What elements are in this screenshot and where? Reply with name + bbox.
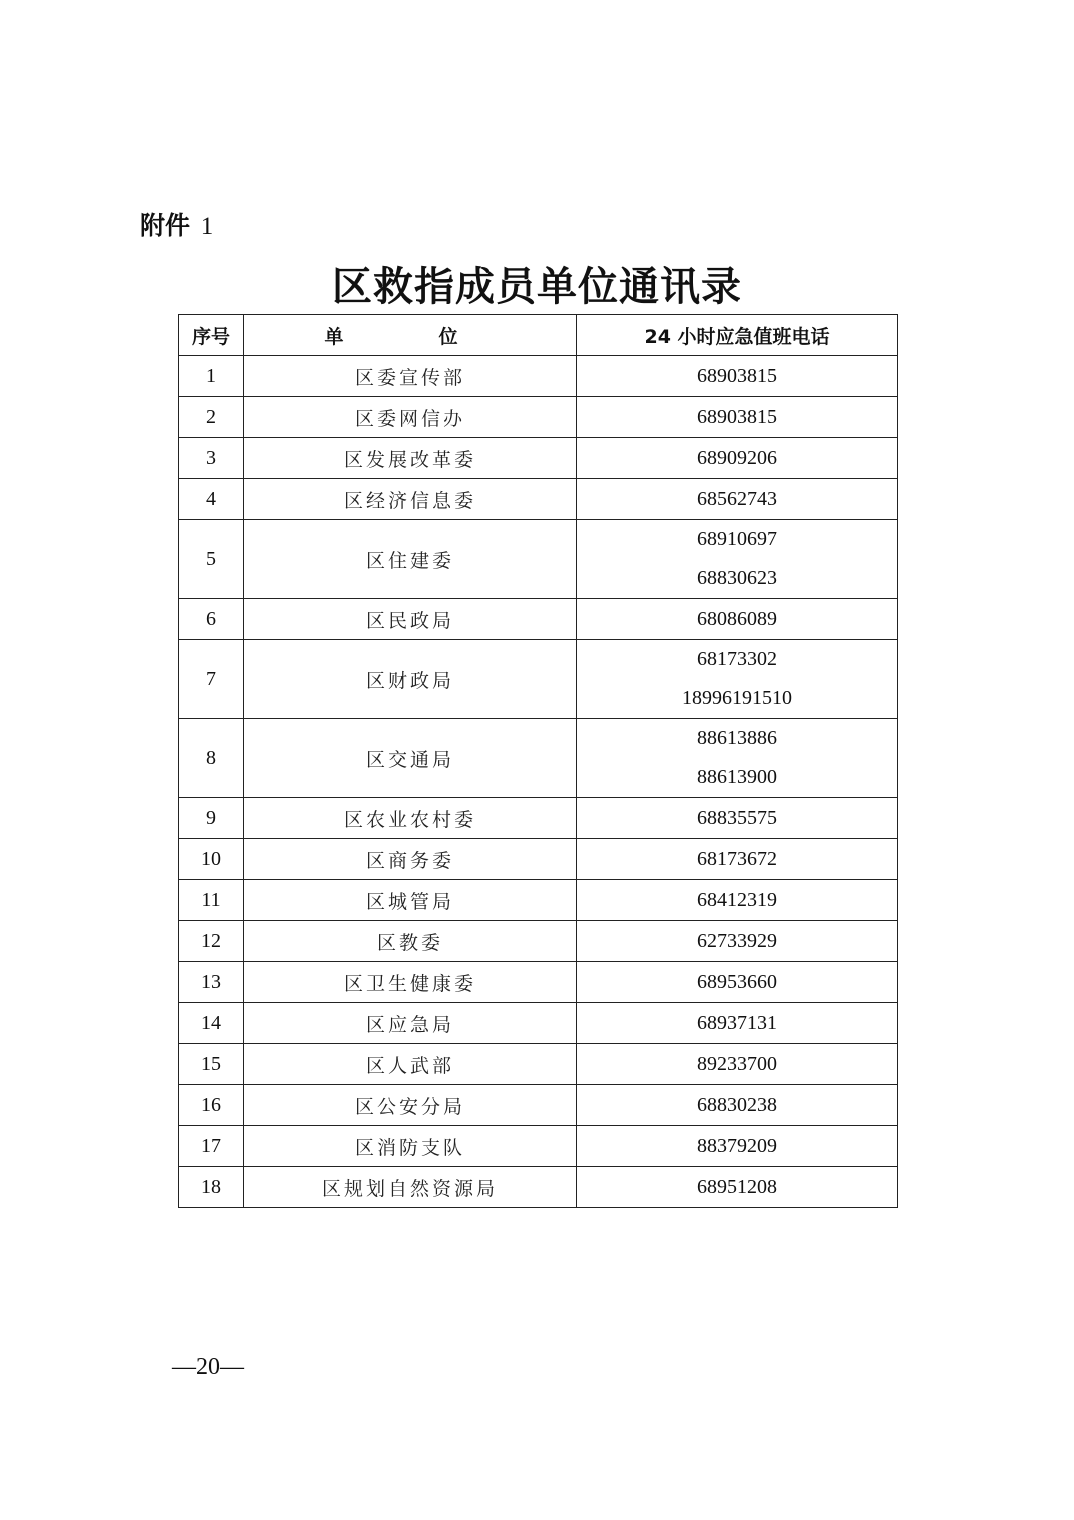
row-number: 9	[179, 798, 244, 839]
phone-cell	[577, 599, 898, 640]
row-number: 2	[179, 397, 244, 438]
table-row	[179, 599, 898, 640]
phone-number: 68937131	[697, 1011, 777, 1034]
table-row	[179, 1085, 898, 1126]
document-title: 区救指成员单位通讯录	[332, 263, 742, 310]
row-number: 16	[179, 1085, 244, 1126]
table-row	[179, 438, 898, 479]
row-number: 3	[179, 438, 244, 479]
phone-number: 68086089	[697, 607, 777, 630]
phone-number: 68903815	[697, 364, 777, 387]
phone-cell	[577, 921, 898, 962]
row-number: 11	[179, 880, 244, 921]
table-row	[179, 1167, 898, 1208]
phone-number: 62733929	[697, 929, 777, 952]
phone-cell	[577, 1167, 898, 1208]
row-number: 7	[179, 640, 244, 719]
phone-cell	[577, 438, 898, 479]
unit-name: 区应急局	[244, 1003, 577, 1044]
phone-cell	[577, 719, 898, 798]
phone-number: 68835575	[697, 806, 777, 829]
phone-cell	[577, 1085, 898, 1126]
unit-name: 区民政局	[244, 599, 577, 640]
unit-name: 区商务委	[244, 839, 577, 880]
phone-number: 68830238	[697, 1093, 777, 1116]
page-number: —20—	[172, 1354, 244, 1380]
phone-number: 68953660	[697, 970, 777, 993]
table-row	[179, 798, 898, 839]
phone-cell	[577, 798, 898, 839]
unit-name: 区住建委	[244, 520, 577, 599]
phone-cell	[577, 479, 898, 520]
unit-name: 区教委	[244, 921, 577, 962]
phone-number: 88379209	[697, 1134, 777, 1157]
row-number: 14	[179, 1003, 244, 1044]
table-row	[179, 479, 898, 520]
phone-number: 68173302	[697, 648, 777, 670]
phone-number: 18996191510	[682, 687, 792, 709]
attachment-text: 附件	[140, 211, 191, 240]
table-row	[179, 397, 898, 438]
phone-number: 68412319	[697, 888, 777, 911]
unit-name: 区农业农村委	[244, 798, 577, 839]
phone-number: 68909206	[697, 446, 777, 469]
phone-number: 88613900	[697, 766, 777, 788]
row-number: 4	[179, 479, 244, 520]
table-row	[179, 962, 898, 1003]
row-number: 5	[179, 520, 244, 599]
phone-cell	[577, 640, 898, 719]
row-number: 10	[179, 839, 244, 880]
unit-name: 区财政局	[244, 640, 577, 719]
row-number: 15	[179, 1044, 244, 1085]
column-header-no: 序号	[179, 315, 244, 356]
row-number: 18	[179, 1167, 244, 1208]
row-number: 13	[179, 962, 244, 1003]
phone-cell	[577, 1126, 898, 1167]
phone-number: 68903815	[697, 405, 777, 428]
phone-number: 68173672	[697, 847, 777, 870]
table-row	[179, 1003, 898, 1044]
phone-number: 68562743	[697, 487, 777, 510]
row-number: 17	[179, 1126, 244, 1167]
unit-name: 区委网信办	[244, 397, 577, 438]
phone-cell	[577, 1044, 898, 1085]
attachment-number: 1	[200, 213, 214, 240]
column-header-unit: 单 位	[244, 315, 577, 356]
phone-cell	[577, 880, 898, 921]
unit-name: 区规划自然资源局	[244, 1167, 577, 1208]
table-row	[179, 839, 898, 880]
column-header-phone: 24 小时应急值班电话	[577, 315, 898, 356]
phone-cell	[577, 1003, 898, 1044]
table-row	[179, 921, 898, 962]
table-row	[179, 1044, 898, 1085]
row-number: 1	[179, 356, 244, 397]
phone-number: 68951208	[697, 1175, 777, 1198]
unit-name: 区消防支队	[244, 1126, 577, 1167]
table-row	[179, 356, 898, 397]
row-number: 12	[179, 921, 244, 962]
attachment-label	[140, 206, 213, 242]
table-header-row	[179, 315, 898, 356]
phone-number: 89233700	[697, 1052, 777, 1075]
unit-name: 区委宣传部	[244, 356, 577, 397]
contact-table	[178, 314, 898, 1208]
phone-cell	[577, 356, 898, 397]
row-number: 6	[179, 599, 244, 640]
unit-name: 区人武部	[244, 1044, 577, 1085]
phone-cell	[577, 397, 898, 438]
phone-number: 68830623	[697, 567, 777, 589]
table-body	[179, 356, 898, 1208]
unit-name: 区卫生健康委	[244, 962, 577, 1003]
unit-name: 区交通局	[244, 719, 577, 798]
table-row	[179, 1126, 898, 1167]
phone-cell	[577, 839, 898, 880]
phone-cell	[577, 962, 898, 1003]
table-row	[179, 520, 898, 599]
unit-name: 区城管局	[244, 880, 577, 921]
unit-name: 区发展改革委	[244, 438, 577, 479]
unit-name: 区公安分局	[244, 1085, 577, 1126]
phone-number: 88613886	[697, 727, 777, 749]
unit-name: 区经济信息委	[244, 479, 577, 520]
table-row	[179, 640, 898, 719]
phone-cell	[577, 520, 898, 599]
phone-number: 68910697	[697, 528, 777, 550]
table-row	[179, 719, 898, 798]
row-number: 8	[179, 719, 244, 798]
table-row	[179, 880, 898, 921]
